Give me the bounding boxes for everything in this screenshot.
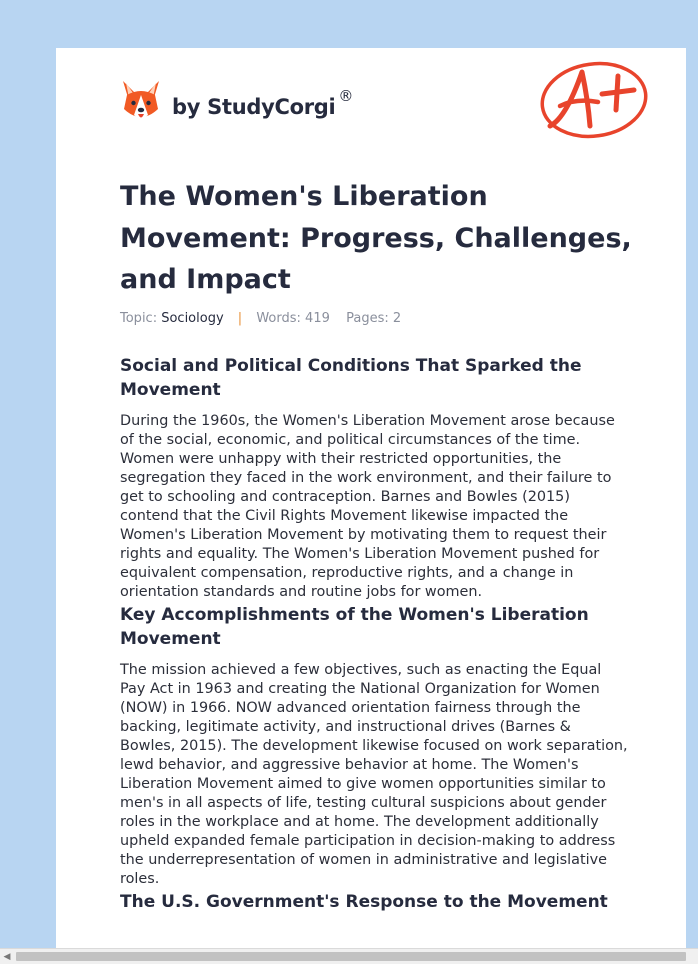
horizontal-scrollbar[interactable] [0,948,698,964]
essay-page [56,48,686,964]
a-plus-grade-icon [536,56,652,142]
brand[interactable] [120,76,353,128]
words-count: 419 [305,311,330,326]
meta-separator: | [237,311,243,326]
section-heading: The U.S. Government's Response to the Movement [120,892,608,912]
essay-meta [120,311,401,326]
topic-link[interactable]: Sociology [161,311,224,326]
scroll-corner [686,949,698,964]
registered-mark: ® [338,87,354,105]
section-heading: Social and Political Conditions That Sparked the Movement [120,356,582,400]
topic-label: Topic: [120,311,158,326]
scroll-left-arrow-icon[interactable]: ◀ [3,952,11,962]
scroll-thumb[interactable] [16,952,686,961]
pages-count: 2 [392,311,402,326]
section-paragraph: The mission achieved a few objectives, such as enacting the Equal Pay Act in 1963 and creating the National Organization for Women (NOW) in 1966. NOW advanced orientation fairness through the backing, legitimate activity, and instructional drives (Barnes & Bowles, 2015). The development likewise focused on work separation, lewd behavior, and aggressive behavior at home. The Women's Liberation Movement aimed to give women opportunities similar to men's in all aspects of life, testing cultural suspicions about gender roles in the workplace and at home. The development additionally upheld expanded female participation in decision-making to address the underrepresentation of women in administrative and legislative roles. [120,662,628,887]
words-label: Words: [256,311,301,326]
pages-label: Pages: [346,311,389,326]
section-heading: Key Accomplishments of the Women's Liberation Movement [120,605,589,649]
essay-title: The Women's Liberation Movement: Progress, Challenges, and Impact [120,181,632,295]
corgi-logo-icon [120,79,162,125]
brand-name: by StudyCorgi [172,95,336,119]
essay-content [120,354,630,914]
section-paragraph: During the 1960s, the Women's Liberation Movement arose because of the social, economic, and political circumstances of the time. Women were unhappy with their restricted opportunities, the segregation they faced in the work environment, and their failure to get to schooling and contraception. Barnes and Bowles (2015) contend that the Civil Rights Movement likewise impacted the Women's Liberation Movement by motivating them to request their rights and equality. The Women's Liberation Movement pushed for equivalent compensation, reproductive rights, and a change in orientation standards and routine jobs for women. [120,413,615,600]
